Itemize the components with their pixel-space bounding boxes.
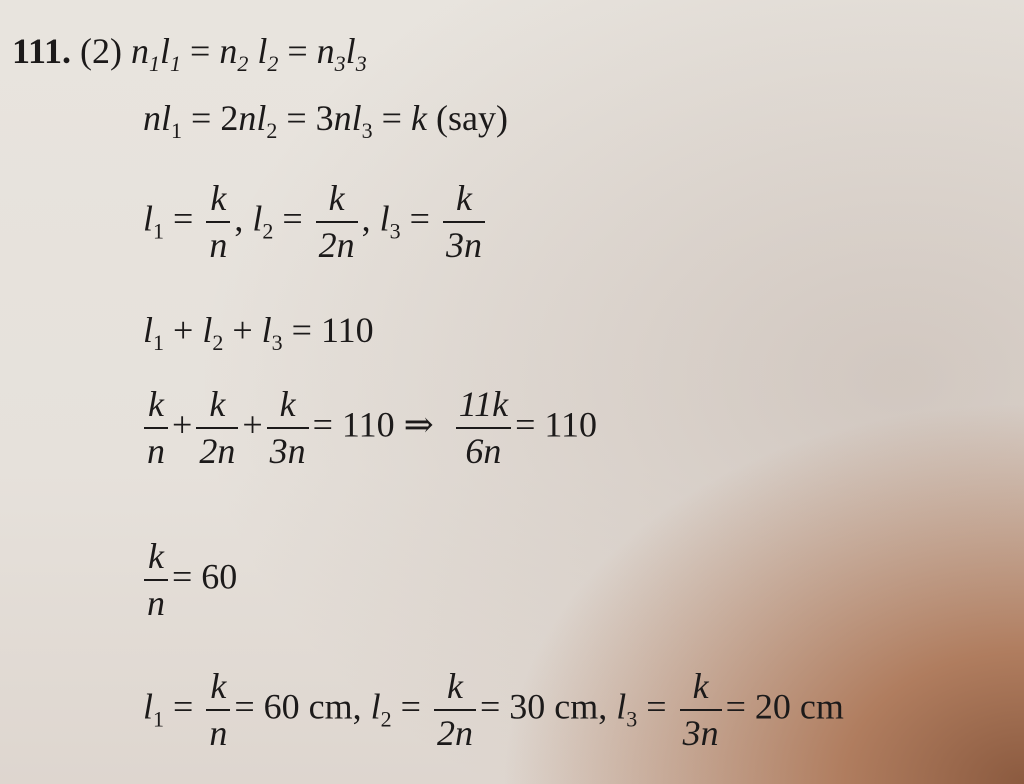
fraction-k-over-2n: $\frac{k}{2n}$ (196, 384, 238, 473)
fraction-k-over-n: $\frac{k}{n}$ (144, 384, 168, 473)
equation-line-6: $\frac{k}{n}$ = 60 (140, 536, 237, 625)
question-number: 111. (12, 31, 72, 71)
equation-line-7: $l_1$ = $\frac{k}{n}$ = 60 cm, $l_2$ = $\frac{k}{2n}$ = 30 cm, $l_3$ = $\frac{k}{3n}$ = 20 cm (143, 666, 844, 754)
equation-line-2: $nl_1 = 2nl_2 = 3nl_3 = k$ (say) (143, 98, 508, 143)
fraction-11k-over-6n: $\frac{11k}{6n}$ (456, 384, 511, 473)
fraction-k-over-3n: $\frac{k}{3n}$ (680, 666, 722, 755)
equation-line-3: $l_1$ = $\frac{k}{n}$ , $l_2$ = $\frac{k}{2n}$ , $l_3$ = $\frac{k}{3n}$ (143, 178, 489, 267)
fraction-k-over-3n: $\frac{k}{3n}$ (443, 178, 485, 267)
fraction-k-over-2n: $\frac{k}{2n}$ (316, 178, 358, 267)
equation-n3l3: $n_3l_3$ (316, 31, 367, 76)
fraction-k-over-n: $\frac{k}{n}$ (206, 666, 230, 755)
solution-header-line: 111. (2) $n_1l_1 = n_2$ $l_2 = n_3l_3$ (12, 31, 367, 76)
fraction-k-over-3n: $\frac{k}{3n}$ (267, 384, 309, 473)
fraction-k-over-n: $\frac{k}{n}$ (206, 178, 230, 267)
answer-option: (2) (80, 31, 123, 71)
equation-n2l2: $n_2$ $l_2$ (219, 31, 279, 76)
fraction-k-over-n: $\frac{k}{n}$ (144, 536, 168, 625)
fraction-k-over-2n: $\frac{k}{2n}$ (434, 666, 476, 755)
equals-110-implies: = 110 ⇒ (312, 404, 434, 445)
equation-line-4: $l_1 + l_2 + l_3 = 110$ (143, 310, 374, 355)
equation-line-5: $\frac{k}{n}$ + $\frac{k}{2n}$ + $\frac{k}{3n}$ = 110 ⇒ $\frac{11k}{6n}$ = 110 (140, 384, 597, 473)
equation-n1l1: $n_1l_1$ (131, 31, 182, 76)
